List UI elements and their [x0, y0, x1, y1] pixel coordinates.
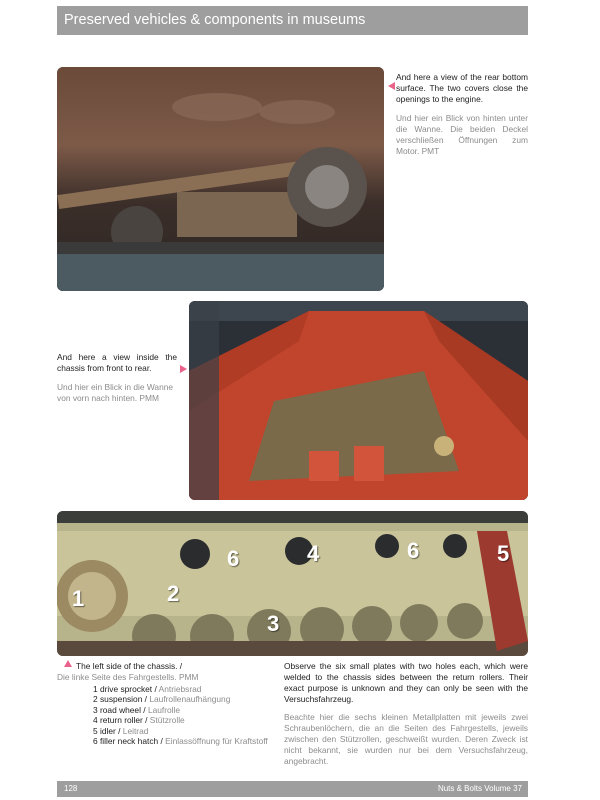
label-filler-hatch: 6: [407, 538, 420, 563]
magazine-title: Nuts & Bolts Volume 37: [437, 784, 522, 793]
caption-chassis-left-side-de: [57, 672, 257, 683]
page-title: Preserved vehicles & components in museums: [64, 12, 366, 28]
label-suspension: 2: [167, 581, 180, 606]
legend-item: 3 road wheel / Laufrolle: [93, 704, 181, 715]
page-number: 128: [64, 784, 78, 793]
observe-de: Beachte hier die sechs kleinen Metallplatten mit jeweils zwei Schraubenlöchern, die an die Seiten des Fahrgestells, jeweils zwischen den Stützrollen, geschweißt wurden. Deren Zweck ist nicht bekannt, sie wurden nur bei dem Versuchsfahrzeug, angebracht.: [284, 712, 528, 766]
footer-bar: [57, 781, 528, 797]
legend-item: 1 drive sprocket / Antriebsrad: [93, 684, 202, 694]
label-return-roller: 4: [307, 541, 320, 566]
caption-pointer-1: [388, 82, 395, 90]
legend-item: 5 idler / Leitrad: [93, 725, 149, 736]
caption-en: The left side of the chassis. /: [76, 661, 183, 671]
caption-pointer-3: [64, 660, 72, 667]
label-idler: 5: [497, 541, 510, 566]
observe-en: Observe the six small plates with two holes each, which were welded to the chassis sides between the return rollers. Their exact purpose is unknown and they can only be seen with the Versuchsfahrzeug.: [284, 661, 528, 704]
caption-de: Und hier ein Blick von hinten unter die Wanne. Die beiden Deckel verschließen Öffnungen zum Motor. PMT: [396, 113, 528, 156]
photo-rear-bottom: [57, 67, 384, 291]
caption-en: And here a view inside the chassis from front to rear.: [57, 352, 177, 373]
component-legend: [93, 684, 268, 746]
legend-item: 2 suspension / Laufrollenaufhängung: [93, 694, 231, 705]
legend-item: 6 filler neck hatch / Einlassöffnung für Kraftstoff: [93, 736, 268, 747]
caption-chassis-interior: [57, 352, 177, 404]
label-road-wheel: 3: [267, 611, 280, 636]
caption-pointer-2: [180, 365, 187, 373]
caption-chassis-left-side: [76, 661, 276, 672]
header-bar: [57, 6, 528, 35]
caption-rear-bottom: [396, 72, 528, 157]
label-drive-sprocket: 1: [72, 586, 85, 611]
caption-de: Und hier ein Blick in die Wanne von vorn nach hinten. PMM: [57, 382, 174, 403]
legend-item: 4 return roller / Stützrolle: [93, 715, 185, 726]
photo-chassis-left-side: [57, 511, 528, 656]
photo-chassis-interior: [189, 301, 528, 500]
caption-en: And here a view of the rear bottom surface. The two covers close the openings to the engine.: [396, 72, 528, 104]
label-filler-hatch: 6: [227, 546, 240, 571]
caption-de: Die linke Seite des Fahrgestells. PMM: [57, 672, 199, 682]
observe-text: [284, 661, 528, 767]
